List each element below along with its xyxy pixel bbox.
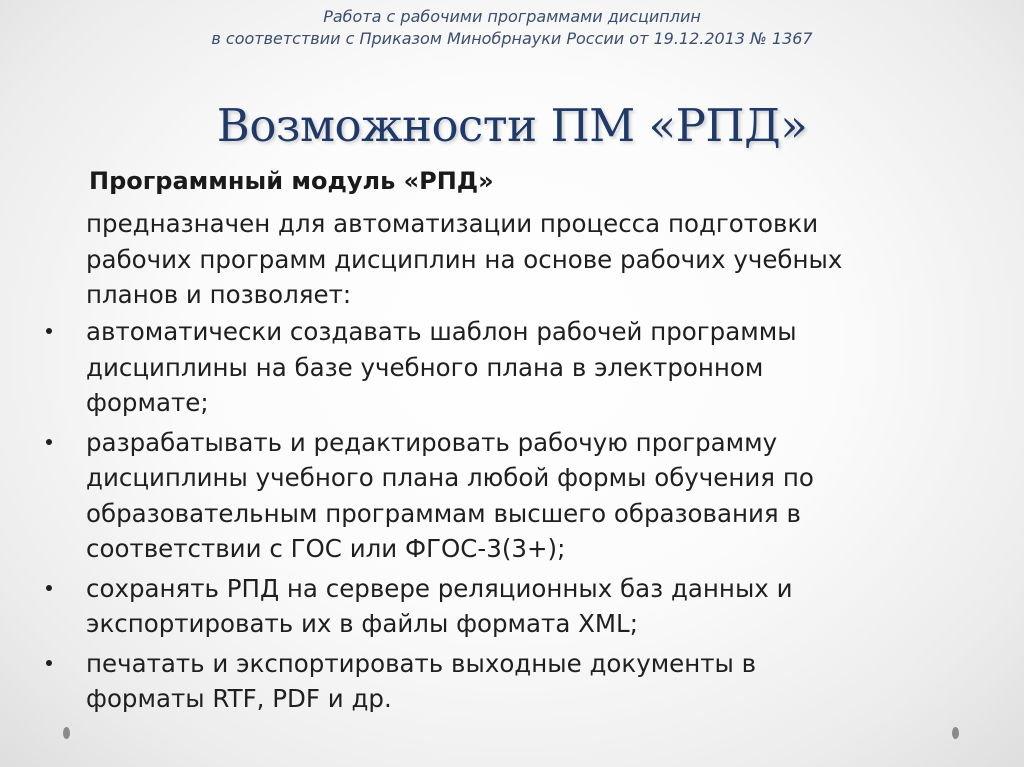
bullet-item <box>0 646 1024 717</box>
bullet-line: дисциплины учебного плана любой формы обучения по <box>86 463 814 492</box>
bullet-item <box>0 314 1024 421</box>
bullet-text <box>86 314 986 421</box>
bullet-icon <box>46 660 52 666</box>
intro-line: рабочих программ дисциплин на основе рабочих учебных <box>86 244 843 274</box>
bullet-icon <box>46 439 52 445</box>
intro-line: планов и позволяет: <box>86 280 352 309</box>
bullet-line: экспортировать их в файлы формата XML; <box>86 609 638 638</box>
intro-paragraph <box>86 206 986 313</box>
header-subtitle-line-1: Работа с рабочими программами дисциплин <box>323 7 701 26</box>
bullet-line: образовательным программам высшего образования в <box>86 498 801 528</box>
decorative-dot-icon <box>63 727 70 739</box>
bullet-text <box>86 425 986 567</box>
intro-line: предназначен для автоматизации процесса подготовки <box>86 209 819 238</box>
module-title: Программный модуль «РПД» <box>89 167 494 195</box>
slide-title: Возможности ПМ «РПД» <box>216 99 808 152</box>
header-subtitle-line-2: в соответствии с Приказом Минобрнауки России от 19.12.2013 № 1367 <box>211 29 813 48</box>
bullet-line: формате; <box>86 388 209 417</box>
bullet-icon <box>46 328 52 334</box>
bullet-line: сохранять РПД на сервере реляционных баз данных и <box>86 573 793 603</box>
bullet-item <box>0 425 1024 567</box>
bullet-list <box>0 314 1024 721</box>
bullet-line: разрабатывать и редактировать рабочую программу <box>86 427 778 457</box>
bullet-line: печатать и экспортировать выходные документы в <box>86 648 757 678</box>
bullet-line: дисциплины на базе учебного плана в электронном <box>86 352 764 382</box>
bullet-item <box>0 571 1024 642</box>
bullet-line: соответствии с ГОС или ФГОС-3(3+); <box>86 534 566 563</box>
bullet-icon <box>46 585 52 591</box>
bullet-text <box>86 571 986 642</box>
bullet-text <box>86 646 986 717</box>
bullet-line: автоматически создавать шаблон рабочей программы <box>86 317 797 346</box>
bullet-line: форматы RTF, PDF и др. <box>86 684 392 713</box>
decorative-dot-icon <box>952 727 959 739</box>
